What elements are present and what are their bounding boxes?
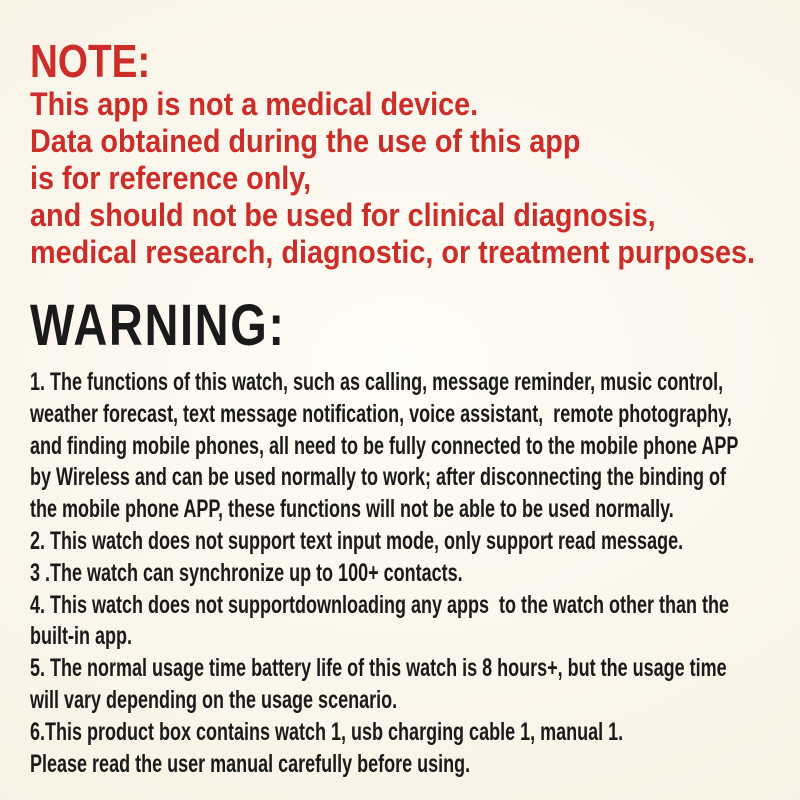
warning-line: 5. The normal usage time battery life of this watch is 8 hours+, but the usage time — [30, 654, 727, 683]
warning-line: Please read the user manual carefully before using. — [30, 749, 471, 778]
warning-line: and finding mobile phones, all need to be fully connected to the mobile phone APP — [30, 431, 739, 460]
note-line: and should not be used for clinical diagnosis, — [30, 197, 656, 233]
warning-line: built-in app. — [30, 622, 132, 651]
note-line: This app is not a medical device. — [30, 86, 479, 122]
warning-line: 4. This watch does not supportdownloading any apps to the watch other than the — [30, 590, 730, 619]
warning-heading: WARNING: — [30, 293, 286, 358]
note-section — [30, 36, 800, 271]
note-heading: NOTE: — [30, 35, 151, 87]
note-text — [30, 86, 800, 271]
warning-section — [30, 293, 800, 780]
warning-line: by Wireless and can be used normally to work; after disconnecting the binding of — [30, 463, 726, 492]
warning-line: will vary depending on the usage scenario. — [30, 685, 398, 714]
warning-line: 3 .The watch can synchronize up to 100+ contacts. — [30, 558, 463, 587]
warning-line: 6.This product box contains watch 1, usb charging cable 1, manual 1. — [30, 717, 624, 746]
warning-line: 2. This watch does not support text input mode, only support read message. — [30, 526, 684, 555]
warning-line: the mobile phone APP, these functions will not be able to be used normally. — [30, 495, 674, 524]
warning-line: 1. The functions of this watch, such as calling, message reminder, music control, — [30, 368, 724, 396]
note-line: Data obtained during the use of this app — [30, 123, 581, 159]
warning-line: weather forecast, text message notification, voice assistant, remote photography, — [30, 399, 732, 428]
note-line: is for reference only, — [30, 160, 312, 196]
warning-text — [30, 367, 800, 780]
note-line: medical research, diagnostic, or treatment purposes. — [30, 234, 756, 270]
